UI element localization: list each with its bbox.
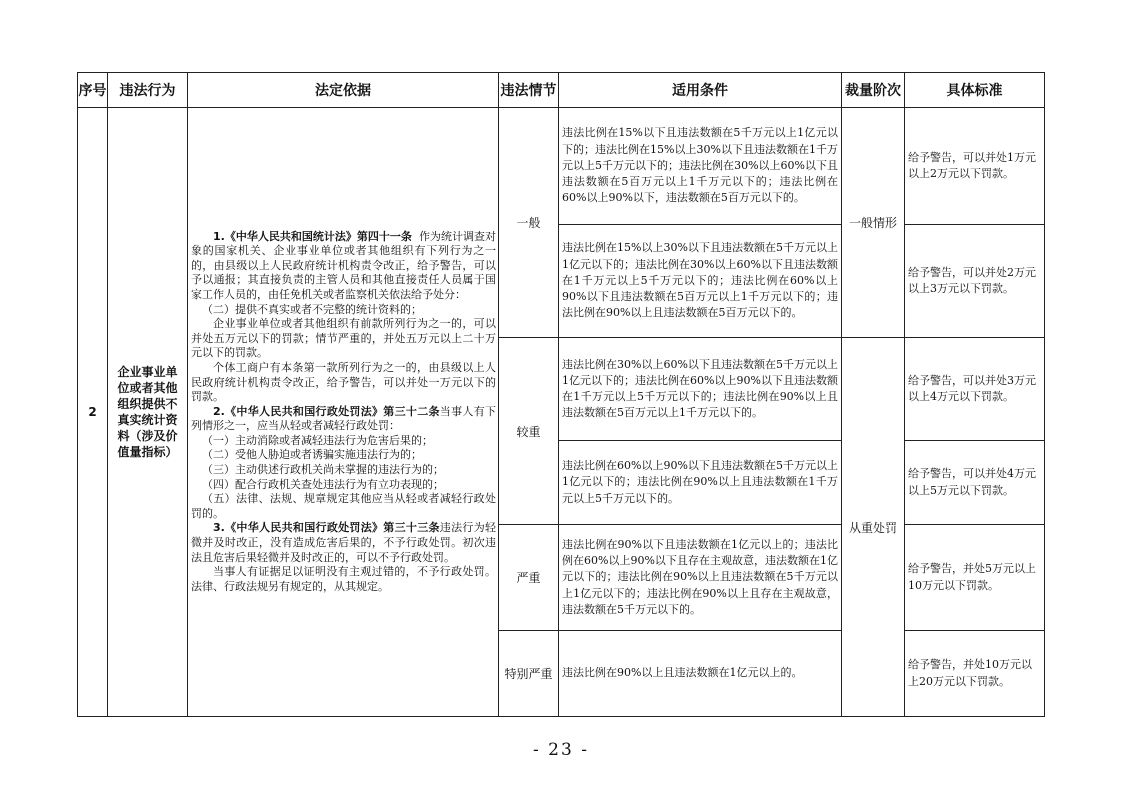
circumstance-serious: 较重 xyxy=(499,338,559,525)
basis-law-title: 3.《中华人民共和国行政处罚法》第三十三条 xyxy=(213,521,440,535)
circumstance-general: 一般 xyxy=(499,108,559,338)
basis-item: （四）配合行政机关查处违法行为有立功表现的； xyxy=(202,477,444,491)
table-header-row xyxy=(78,73,1045,108)
page-number: - 23 - xyxy=(533,740,589,760)
circumstance-severe: 严重 xyxy=(499,525,559,631)
header-condition: 适用条件 xyxy=(559,73,842,108)
basis-paragraph: 当事人有证据足以证明没有主观过错的，不予行政处罚。法律、行政法规另有规定的，从其规定。 xyxy=(191,565,496,593)
condition-4: 违法比例在60%以上90%以下且违法数额在5千万元以上1亿元以下的；违法比例在90%以上且违法数额在1千万元以上5千万元以下的。 xyxy=(559,441,842,525)
header-standard: 具体标准 xyxy=(905,73,1045,108)
basis-item: （三）主动供述行政机关尚未掌握的违法行为的； xyxy=(202,463,444,477)
condition-6: 违法比例在90%以上且违法数额在1亿元以上的。 xyxy=(559,631,842,717)
basis-item: （一）主动消除或者减轻违法行为危害后果的； xyxy=(202,433,433,447)
condition-1: 违法比例在15%以下且违法数额在5千万元以上1亿元以下的；违法比例在15%以上30%以下且违法数额在1千万元以上5千万元以下的；违法比例在30%以上60%以下且违法数额在5百万元以上1千万元以下的；违法比例在60%以上90%以下，违法数额在5百万元以下的。 xyxy=(559,108,842,225)
standard-4: 给予警告，可以并处4万元以上5万元以下罚款。 xyxy=(905,441,1045,525)
legal-basis xyxy=(188,108,499,717)
basis-paragraph: 企业事业单位或者其他组织有前款所列行为之一的，可以并处五万元以下的罚款；情节严重的，并处五万元以上二十万元以下的罚款。 xyxy=(191,317,496,360)
standard-3: 给予警告，可以并处3万元以上4万元以下罚款。 xyxy=(905,338,1045,441)
basis-item: （二）受他人胁迫或者诱骗实施违法行为的； xyxy=(202,448,422,462)
standard-5: 给予警告，并处5万元以上10万元以下罚款。 xyxy=(905,525,1045,631)
header-no: 序号 xyxy=(78,73,108,108)
basis-text: 当事人有下列情形之一，应当从轻或者减轻行政处罚： xyxy=(191,404,496,433)
basis-item: （五）法律、法规、规章规定其他应当从轻或者减轻行政处罚的。 xyxy=(191,492,496,520)
penalty-discretion-table xyxy=(77,72,1045,717)
condition-5: 违法比例在90%以下且违法数额在1亿元以上的；违法比例在60%以上90%以下且存在主观故意，违法数额在1亿元以下的；违法比例在90%以上且违法数额在5千万元以上1亿元以下的；违法比例在90%以上且存在主观故意，违法数额在5千万元以下的。 xyxy=(559,525,842,631)
level-aggravated: 从重处罚 xyxy=(842,338,905,717)
row-number: 2 xyxy=(78,108,108,717)
basis-paragraph xyxy=(191,230,496,303)
basis-item: （二）提供不真实或者不完整的统计资料的； xyxy=(202,302,422,316)
violation-act: 企业事业单位或者其他组织提供不真实统计资料（涉及价值量指标） xyxy=(108,108,188,717)
condition-3: 违法比例在30%以上60%以下且违法数额在5千万元以上1亿元以下的；违法比例在60%以上90%以下且违法数额在1千万元以上5千万元以下的；违法比例在90%以上且违法数额在5百万元以上1千万元以下的。 xyxy=(559,338,842,441)
circumstance-extremely-severe: 特别严重 xyxy=(499,631,559,717)
basis-text: 作为统计调查对象的国家机关、企业事业单位或者其他组织有下列行为之一的，由县级以上人民政府统计机构责令改正，给予警告，可以予以通报；其直接负责的主管人员和其他直接责任人员属于国家工作人员的，由任免机关或者监察机关依法给予处分： xyxy=(191,229,497,301)
header-act: 违法行为 xyxy=(108,73,188,108)
basis-text: 违法行为轻微并及时改正，没有造成危害后果的，不予行政处罚。初次违法且危害后果轻微并及时改正的，可以不予行政处罚。 xyxy=(191,521,496,564)
basis-paragraph: 个体工商户有本条第一款所列行为之一的，由县级以上人民政府统计机构责令改正，给予警告，可以并处一万元以下的罚款。 xyxy=(191,360,496,404)
basis-law-title: 1.《中华人民共和国统计法》第四十一条 xyxy=(213,229,412,243)
level-general: 一般情形 xyxy=(842,108,905,338)
standard-2: 给予警告，可以并处2万元以上3万元以下罚款。 xyxy=(905,225,1045,338)
header-level: 裁量阶次 xyxy=(842,73,905,108)
basis-law-title: 2.《中华人民共和国行政处罚法》第三十二条 xyxy=(213,404,440,418)
condition-2: 违法比例在15%以上30%以下且违法数额在5千万元以上1亿元以下的；违法比例在30%以上60%以下且违法数额在1千万元以上5千万元以下的；违法比例在60%以上90%以下且违法数额在5百万元以上1千万元以下的；违法比例在90%以上且违法数额在5百万元以下的。 xyxy=(559,225,842,338)
standard-1: 给予警告，可以并处1万元以上2万元以下罚款。 xyxy=(905,108,1045,225)
standard-6: 给予警告，并处10万元以上20万元以下罚款。 xyxy=(905,631,1045,717)
basis-paragraph xyxy=(191,405,496,434)
table-row xyxy=(78,108,1045,225)
header-basis: 法定依据 xyxy=(188,73,499,108)
basis-paragraph xyxy=(191,521,496,565)
header-circumstance: 违法情节 xyxy=(499,73,559,108)
